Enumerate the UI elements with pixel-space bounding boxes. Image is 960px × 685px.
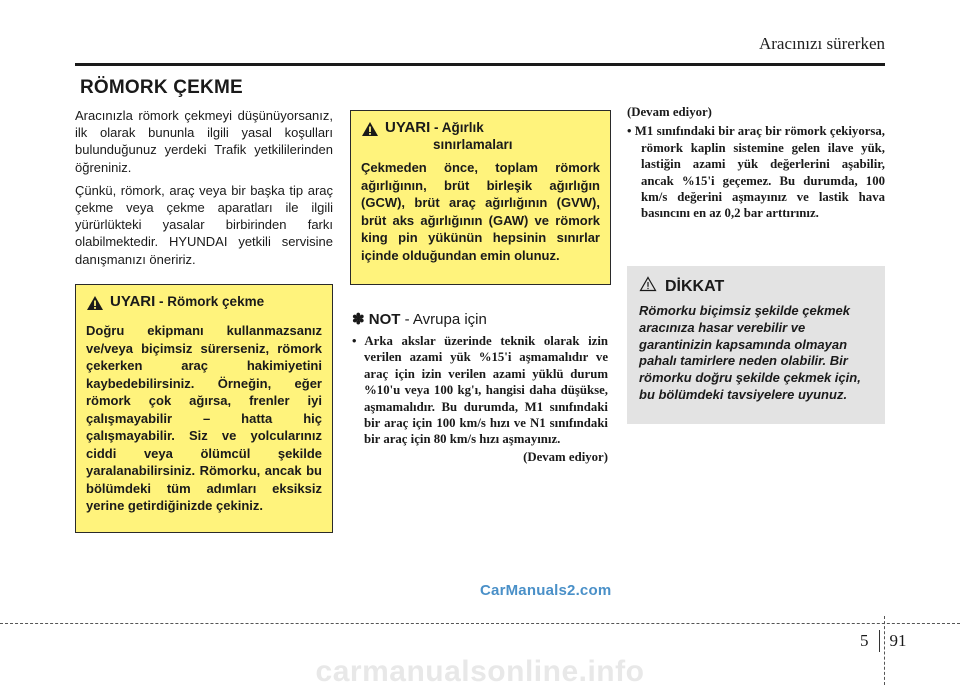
- watermark-link[interactable]: CarManuals2.com: [480, 582, 612, 599]
- footer-site-watermark: carmanualsonline.info: [315, 655, 645, 685]
- footer-rule: [0, 623, 960, 624]
- warning-triangle-filled-icon: [361, 121, 379, 142]
- warning-body: Çekmeden önce, toplam römork ağırlığının, brüt birleşik ağırlığın (GCW), brüt araç ağırlığının (GVW), brüt aks ağırlığının (GAW) ve römork king pin yükünün hepsinin sınırlar içinde olduğundan emin olunuz.: [361, 160, 600, 263]
- warning-header: [361, 119, 600, 153]
- warning-triangle-filled-icon: [86, 295, 104, 316]
- continued-column: [627, 104, 885, 222]
- warning-label: UYARI: [385, 119, 431, 136]
- intro-paragraph-1: Aracınızla römork çekmeyi düşünüyorsanız, ilk olarak bununla ilgili yasal koşulları bulunduğunuz yerdeki Trafik yetkililerinden öğreniniz.: [75, 108, 333, 175]
- warning-label: UYARI: [110, 293, 156, 310]
- caution-title: DİKKAT: [665, 277, 725, 295]
- continued-heading: (Devam ediyor): [627, 105, 712, 119]
- page-number-separator: [879, 630, 880, 652]
- note-subtitle: - Avrupa için: [400, 311, 487, 328]
- note-body: [352, 333, 608, 465]
- intro-paragraph-2: Çünkü, römork, araç veya bir başka tip araç çekme veya çekme aparatları ile ilgili yürürlükteki yasalar birbirinden farkı olabilmektedir. HYUNDAI yetkili servisine danışmanızı öneririz.: [75, 182, 333, 267]
- section-title: RÖMORK ÇEKME: [80, 77, 243, 98]
- page-number-value: 91: [889, 631, 907, 650]
- caution-box: [627, 266, 885, 424]
- header-rule: [75, 63, 885, 66]
- warning-box-trailer-towing: [75, 284, 333, 533]
- note-continued-label: (Devam ediyor): [523, 449, 608, 464]
- note-heading: [352, 310, 487, 328]
- caution-triangle-outline-icon: [639, 276, 657, 297]
- page-number: [860, 630, 907, 652]
- caution-header: [639, 276, 873, 297]
- note-label: NOT: [368, 311, 401, 328]
- warning-box-weight-limits: [350, 110, 611, 285]
- warning-header: [86, 293, 322, 316]
- intro-text: [75, 107, 333, 274]
- warning-subtitle-line1: - Ağırlık: [430, 120, 484, 135]
- warning-title: [110, 293, 264, 310]
- warning-subtitle: - Römork çekme: [155, 294, 265, 309]
- continued-bullet: • M1 sınıfındaki bir araç bir römork çekiyorsa, römork kaplin sistemine gelen ilave yük, lastiğin azami yük değerlerini aşabilir, ancak %15'i geçemez. Bu durumda, 100 km/s değerini aşmayınız ve lastik hava basıncını en az 0,2 bar arttırınız.: [627, 124, 885, 221]
- page-header-title: Aracınızı sürerken: [758, 34, 885, 53]
- warning-body: Doğru ekipmanı kullanmazsanız ve/veya biçimsiz sürerseniz, römork çekerken araç hakimiyetini kaybedebilirsiniz. Örneğin, eğer römork çok ağırsa, frenler iyi çalışmayabilir – hatta hiç çalışmayabilir. Siz ve yolcularınız ciddi veya ölümcül şekilde yaralanabilirsiniz. Römorku, ancak bu bölümdeki tüm adımları eksiksiz yerine getirdiğinizde çekiniz.: [86, 323, 322, 513]
- caution-body: Römorku biçimsiz şekilde çekmek aracınıza hasar verebilir ve garantinizin kapsamında olmayan pahalı tamirlere neden olabilir. Bir römorku doğru şekilde çekmek için, bu bölümdeki tavsiyelere uyunuz.: [639, 303, 861, 402]
- note-bullet: • Arka akslar üzerinde teknik olarak izin verilen azami yük %15'i aşmamalıdır ve araç için izin verilen azami yüklü durum %10'u veya 100 kg'ı, hangisi daha düşükse, aşmamalıdır. Bu durumda, M1 sınıfındaki bir araç için 100 km/s hızı ve N1 sınıfındaki bir araç için 80 km/s hızı aşmayınız.: [352, 334, 608, 447]
- note-symbol: ✽: [352, 311, 365, 328]
- chapter-number: 5: [860, 631, 869, 650]
- warning-title: [385, 119, 513, 153]
- warning-subtitle-line2: sınırlamaları: [433, 137, 513, 152]
